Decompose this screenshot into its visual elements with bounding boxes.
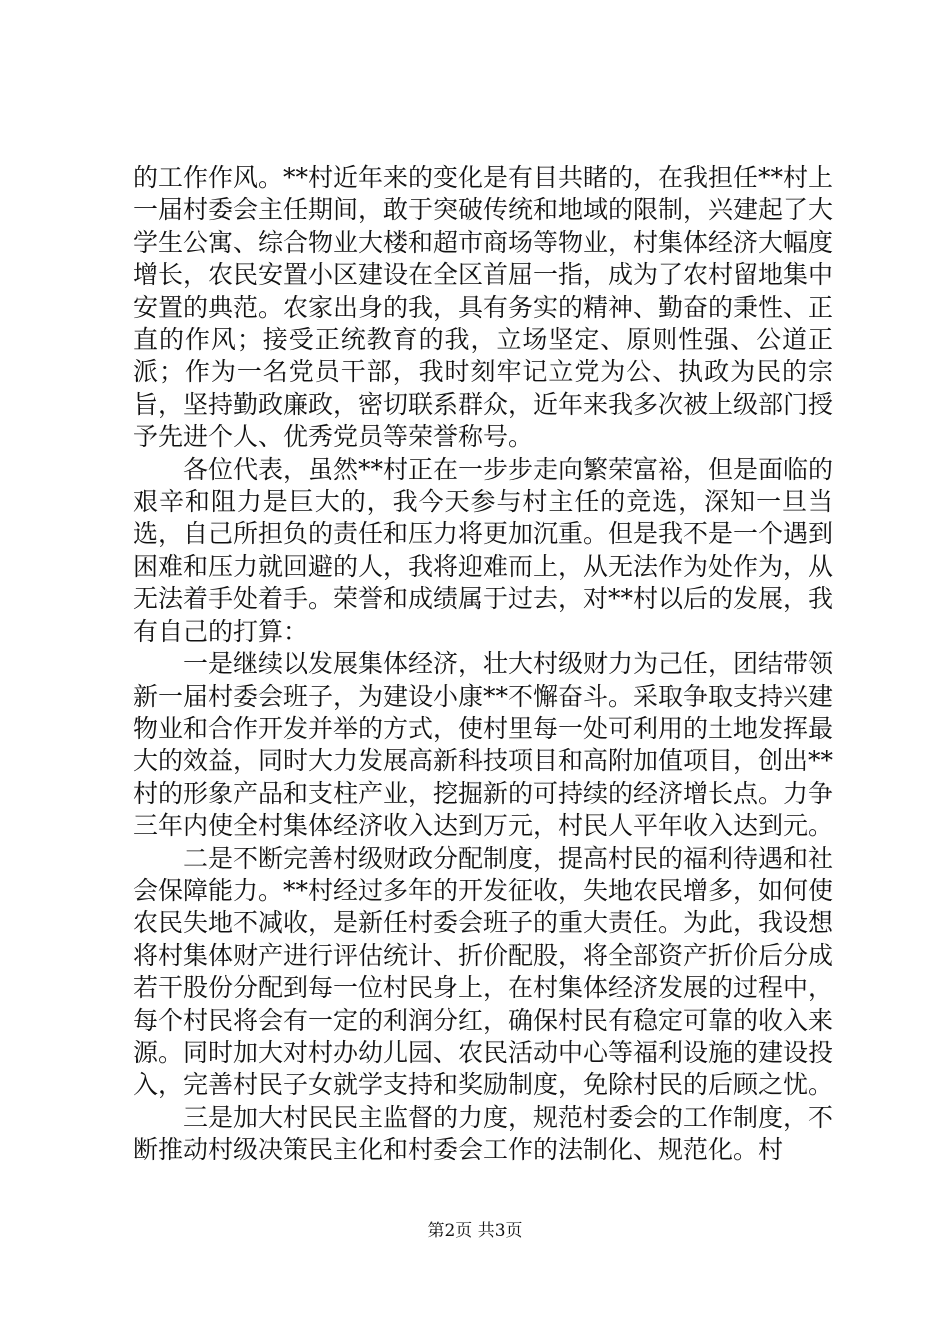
document-body (133, 162, 833, 1167)
paragraph-continuation: 的工作作风。**村近年来的变化是有目共睹的，在我担任**村上一届村委会主任期间，敢于突破传统和地域的限制，兴建起了大学生公寓、综合物业大楼和超市商场等物业，村集体经济大幅度增长，农民安置小区建设在全区首屈一指，成为了农村留地集中安置的典范。农家出身的我，具有务实的精神、勤奋的秉性、正直的作风；接受正统教育的我，立场坚定、原则性强、公道正派；作为一名党员干部，我时刻牢记立党为公、执政为民的宗旨，坚持勤政廉政，密切联系群众，近年来我多次被上级部门授予先进个人、优秀党员等荣誉称号。 (133, 163, 834, 452)
paragraph-plan-two: 二是不断完善村级财政分配制度，提高村民的福利待遇和社会保障能力。**村经过多年的开发征收，失地农民增多，如何使农民失地不减收，是新任村委会班子的重大责任。为此，我设想将村集体财产进行评估统计、折价配股，将全部资产折价后分成若干股份分配到每一位村民身上，在村集体经济发展的过程中，每个村民将会有一定的利润分红，确保村民有稳定可靠的收入来源。同时加大对村办幼儿园、农民活动中心等福利设施的建设投入，完善村民子女就学支持和奖励制度，免除村民的后顾之忧。 (133, 843, 834, 1100)
paragraph-plan-one: 一是继续以发展集体经济，壮大村级财力为己任，团结带领新一届村委会班子，为建设小康**不懈奋斗。采取争取支持兴建物业和合作开发并举的方式，使村里每一处可利用的土地发挥最大的效益，同时大力发展高新科技项目和高附加值项目，创出**村的形象产品和支柱产业，挖掘新的可持续的经济增长点。力争三年内使全村集体经济收入达到万元，村民人平年收入达到元。 (133, 649, 834, 841)
paragraph-representatives: 各位代表，虽然**村正在一步步走向繁荣富裕，但是面临的艰辛和阻力是巨大的，我今天参与村主任的竞选，深知一旦当选，自己所担负的责任和压力将更加沉重。但是我不是一个遇到困难和压力就回避的人，我将迎难而上，从无法作为处作为，从无法着手处着手。荣誉和成绩属于过去，对**村以后的发展，我有自己的打算： (133, 454, 834, 646)
page-footer: 第2页 共3页 (427, 1221, 523, 1241)
paragraph-plan-three: 三是加大村民民主监督的力度，规范村委会的工作制度，不断推动村级决策民主化和村委会工作的法制化、规范化。村 (133, 1102, 834, 1165)
